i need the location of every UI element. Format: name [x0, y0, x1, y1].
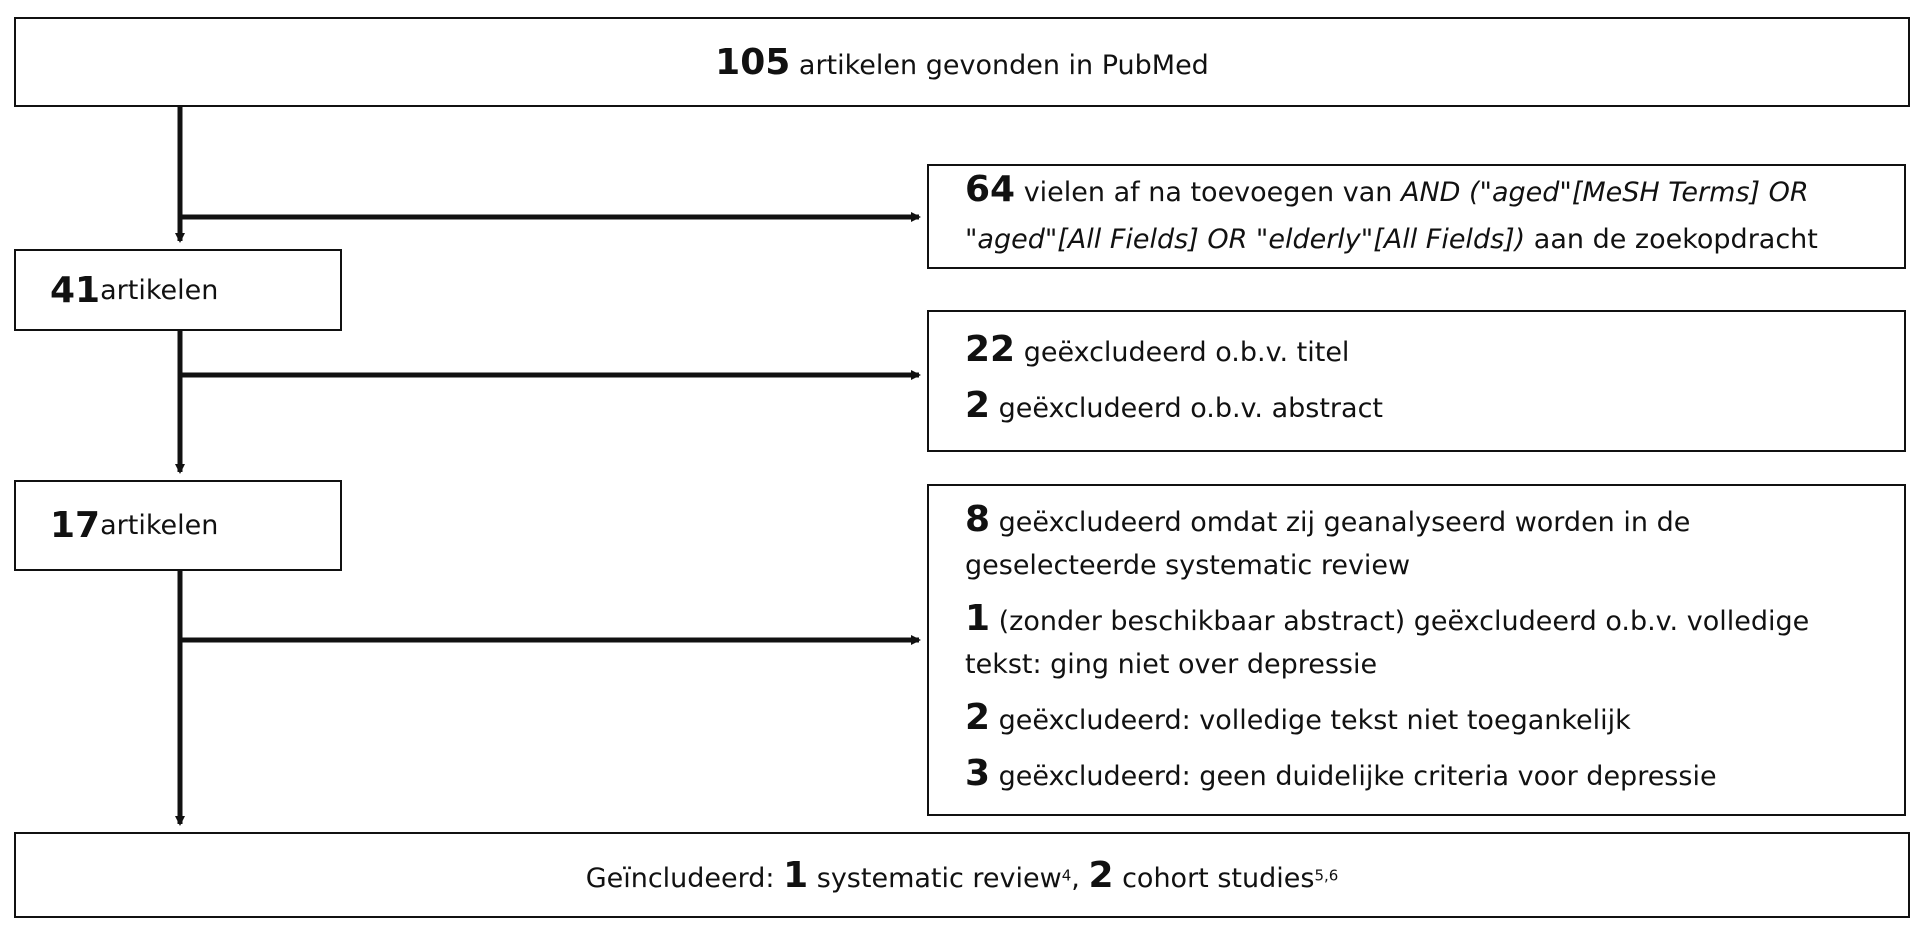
fulltext-exclusion-count: 1	[965, 598, 991, 639]
aged-query-part1: AND ("aged"[MeSH Terms] OR	[1400, 177, 1809, 208]
fulltext-exclusion-text-cont: geselecteerde systematic review	[965, 550, 1411, 581]
box-screening-exclusion	[927, 310, 1906, 452]
included-sr-count: 1	[783, 854, 809, 896]
included-separator: ,	[1071, 862, 1089, 894]
fulltext-exclusion-count: 8	[965, 499, 991, 540]
box-17-articles	[14, 480, 342, 571]
box-included	[14, 832, 1910, 918]
fulltext-exclusion-count: 3	[965, 753, 991, 794]
included-sr-text: systematic review	[808, 862, 1062, 894]
included-cohort-count: 2	[1088, 854, 1114, 896]
fulltext-exclusion-text: (zonder beschikbaar abstract) geëxcludeerd o.b.v. volledige	[990, 606, 1810, 637]
box-fulltext-exclusion	[927, 484, 1906, 816]
screening-exclusion-count: 2	[965, 385, 991, 426]
included-sr-reference: 4	[1061, 866, 1072, 885]
screening-exclusion-count: 22	[965, 329, 1016, 370]
fulltext-exclusion-text: geëxcludeerd: geen duidelijke criteria voor depressie	[990, 761, 1717, 792]
aged-exclusion-suffix: aan de zoekopdracht	[1525, 224, 1818, 255]
fulltext-exclusion-item	[965, 754, 1884, 800]
aged-exclusion-text: vielen af na toevoegen van	[1015, 177, 1401, 208]
aged-query-part2: "aged"[All Fields] OR "elderly"[All Fields])	[965, 224, 1526, 255]
included-cohort-reference: 5,6	[1314, 866, 1339, 885]
box-articles-found	[14, 17, 1910, 107]
included-cohort-text: cohort studies	[1113, 862, 1315, 894]
articles-found-label: artikelen gevonden in PubMed	[790, 49, 1209, 81]
step17-label: artikelen	[100, 510, 219, 541]
screening-exclusion-text: geëxcludeerd o.b.v. abstract	[990, 393, 1384, 424]
screening-exclusion-text: geëxcludeerd o.b.v. titel	[1015, 337, 1350, 368]
box-41-articles	[14, 249, 342, 331]
screening-exclusion-item	[965, 325, 1904, 381]
fulltext-exclusion-text: geëxcludeerd: volledige tekst niet toegankelijk	[990, 705, 1631, 736]
step17-count: 17	[50, 505, 101, 546]
fulltext-exclusion-item	[965, 500, 1884, 589]
aged-exclusion-count: 64	[965, 169, 1016, 210]
fulltext-exclusion-text-cont: tekst: ging niet over depressie	[965, 649, 1378, 680]
fulltext-exclusion-item	[965, 599, 1884, 688]
fulltext-exclusion-count: 2	[965, 697, 991, 738]
included-prefix: Geïncludeerd:	[585, 862, 784, 894]
fulltext-exclusion-item	[965, 698, 1884, 744]
step41-label: artikelen	[100, 274, 219, 306]
screening-exclusion-item	[965, 381, 1904, 437]
step41-count: 41	[50, 269, 101, 311]
articles-found-count: 105	[715, 41, 791, 83]
fulltext-exclusion-text: geëxcludeerd omdat zij geanalyseerd worden in de	[990, 507, 1691, 538]
box-aged-filter-exclusion	[927, 164, 1906, 269]
